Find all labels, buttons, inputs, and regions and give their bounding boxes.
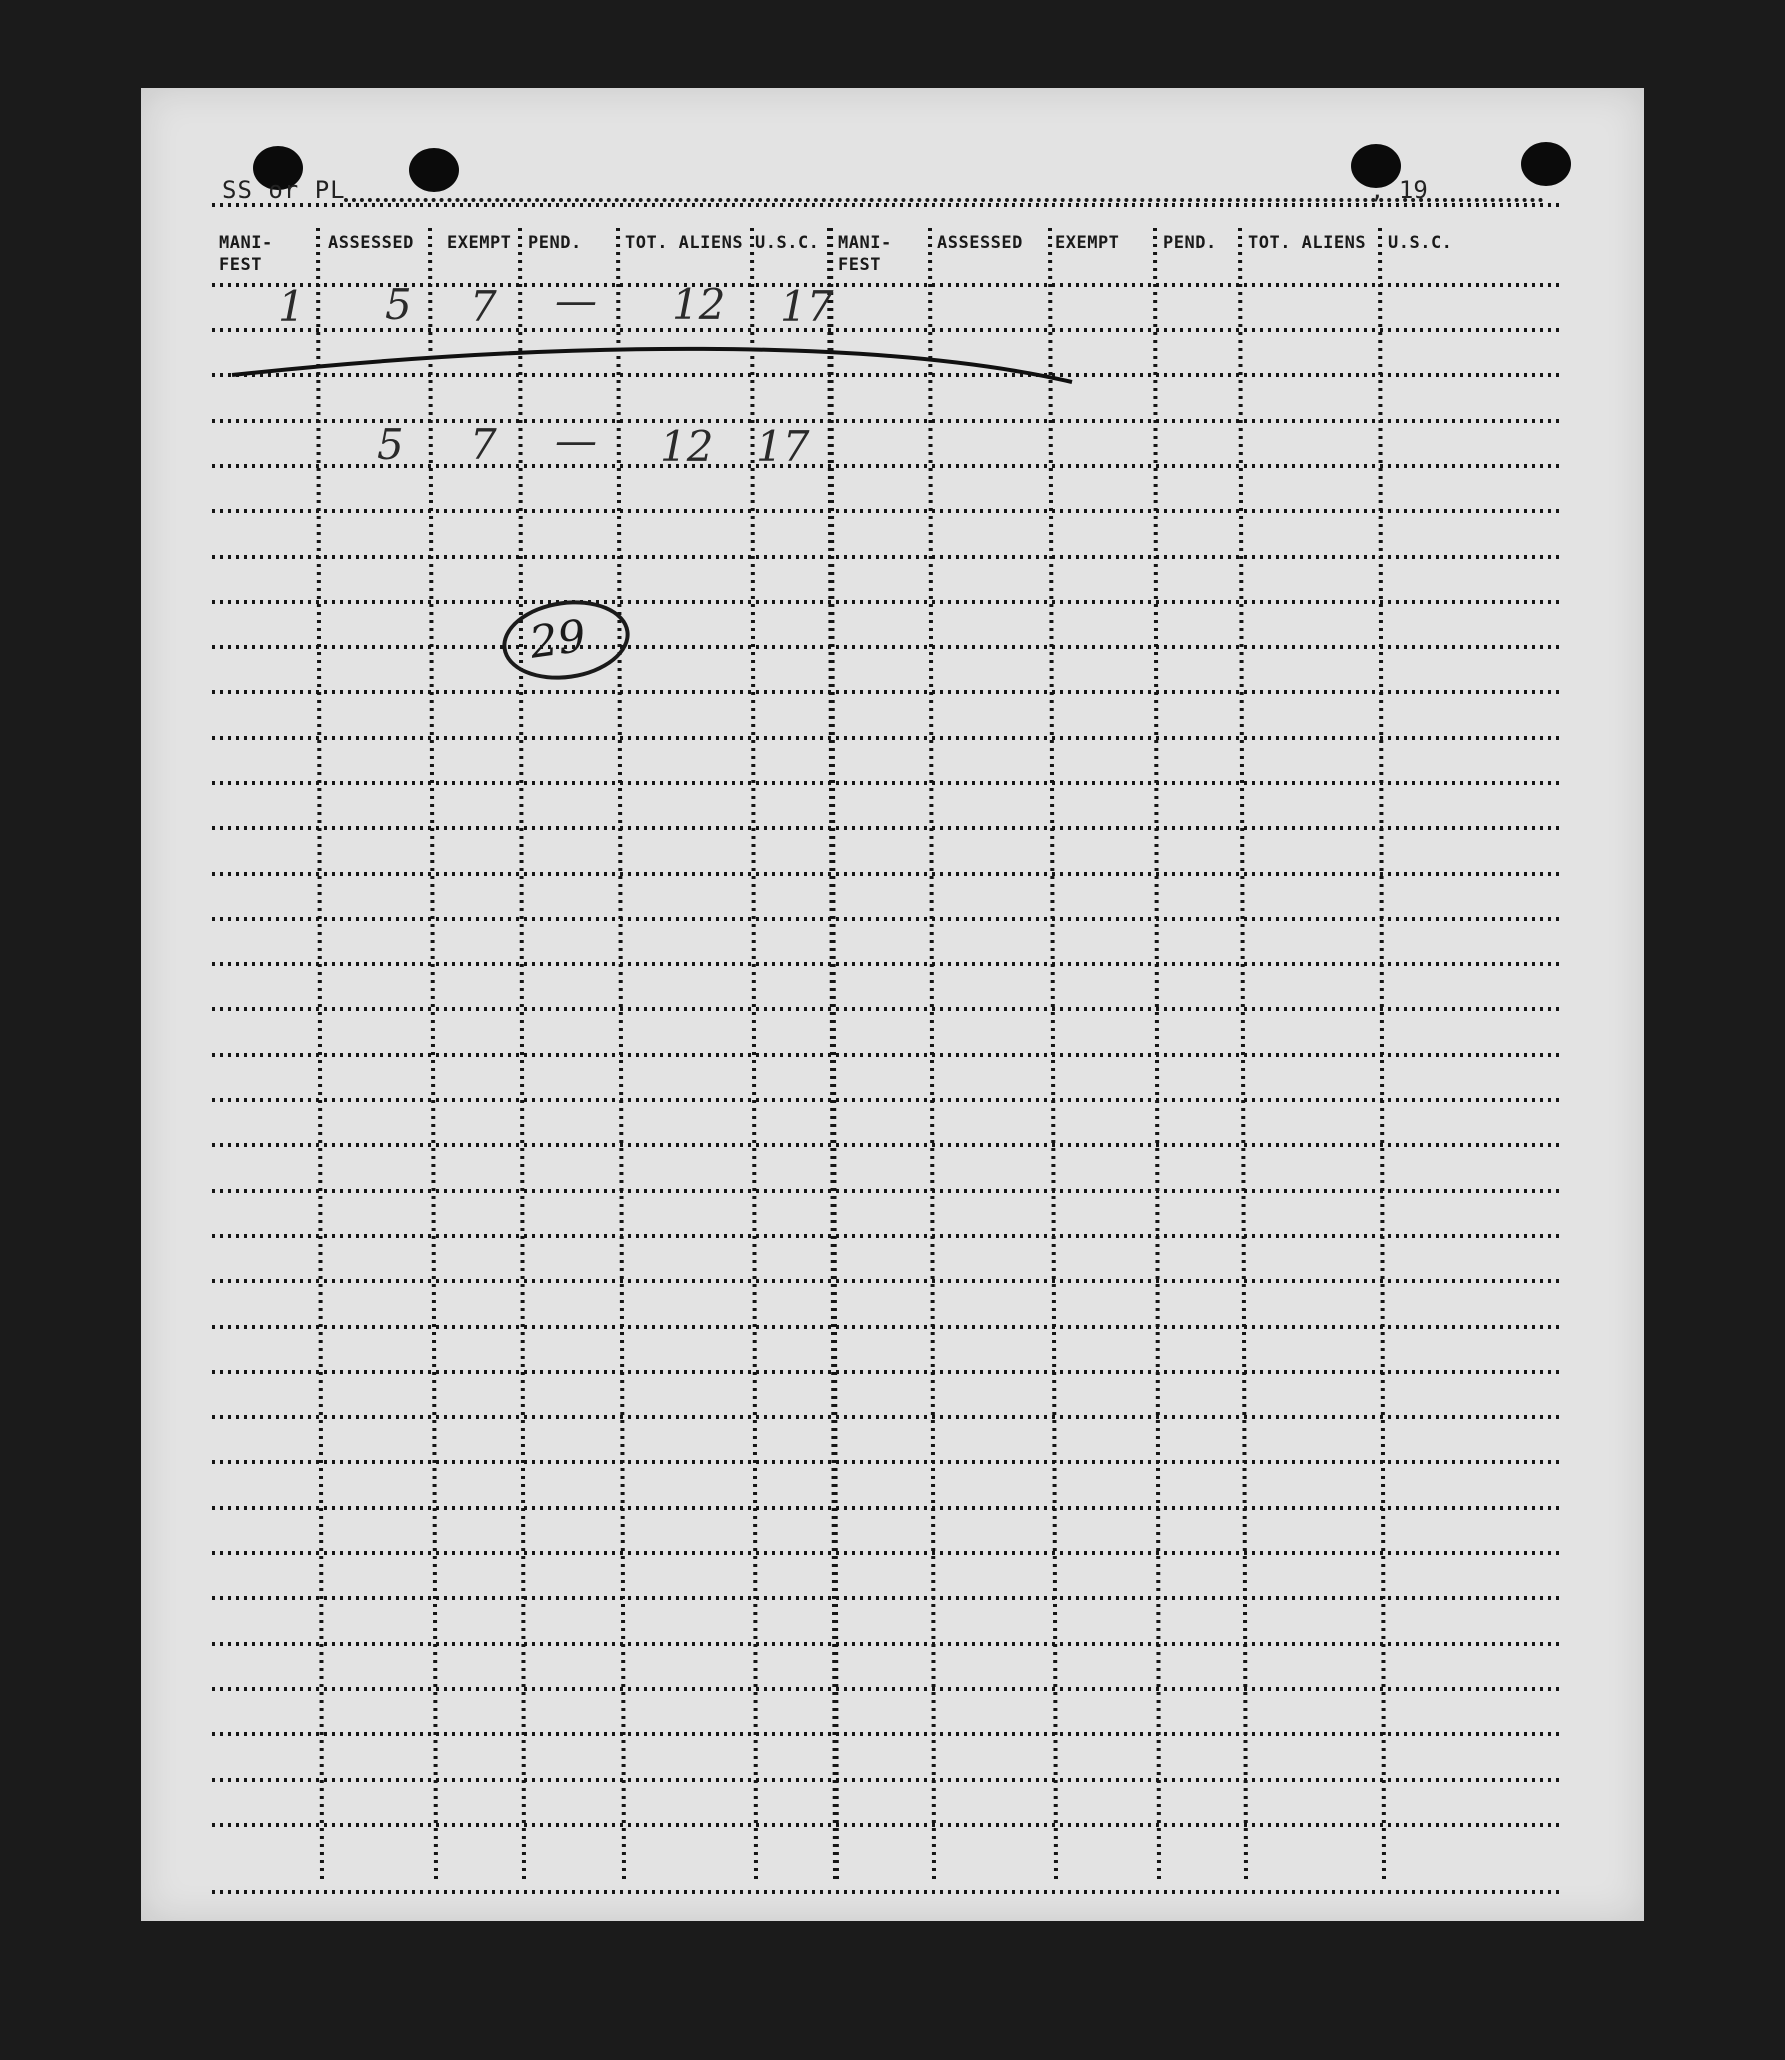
hw-total-pend: — (555, 416, 597, 465)
column-header-usc: U.S.C. (755, 233, 820, 253)
circled-total-value: 29 (526, 610, 590, 669)
hw-row1-pend: — (555, 276, 597, 325)
column-rule (830, 228, 836, 1880)
column-rule (930, 228, 934, 1880)
column-header-manifest: MANI- FEST (838, 233, 892, 275)
column-rule (1155, 228, 1159, 1880)
column-rule (618, 228, 624, 1880)
hw-row1-manifest: 1 (278, 282, 305, 331)
column-header-pend: PEND. (1163, 233, 1217, 253)
column-header-usc: U.S.C. (1388, 233, 1453, 253)
column-header-assessed: ASSESSED (937, 233, 1023, 253)
hw-row1-usc: 17 (780, 282, 834, 331)
column-header-exempt: EXEMPT (447, 233, 512, 253)
hw-total-exempt: 7 (470, 420, 497, 469)
hw-total-tot-aliens: 12 (660, 422, 714, 471)
hw-total-usc: 17 (756, 422, 810, 471)
hw-total-assessed: 5 (377, 420, 404, 469)
hw-row1-tot-aliens: 12 (672, 280, 726, 329)
column-header-tot-aliens: TOT. ALIENS (625, 233, 744, 253)
column-rule (752, 228, 756, 1880)
column-rule (318, 228, 322, 1880)
column-rule (1380, 228, 1384, 1880)
column-header-assessed: ASSESSED (328, 233, 414, 253)
handwritten-underline (232, 349, 1072, 382)
year-label: , 19 (1370, 176, 1428, 204)
column-header-pend: PEND. (528, 233, 582, 253)
column-rule (520, 228, 524, 1880)
column-rule (1050, 228, 1056, 1880)
hw-row1-exempt: 7 (470, 282, 497, 331)
column-header-manifest: MANI- FEST (219, 233, 273, 275)
vessel-label: SS or PL (222, 176, 346, 204)
hw-row1-assessed: 5 (385, 280, 412, 329)
column-header-exempt: EXEMPT (1055, 233, 1120, 253)
column-header-tot-aliens: TOT. ALIENS (1248, 233, 1367, 253)
